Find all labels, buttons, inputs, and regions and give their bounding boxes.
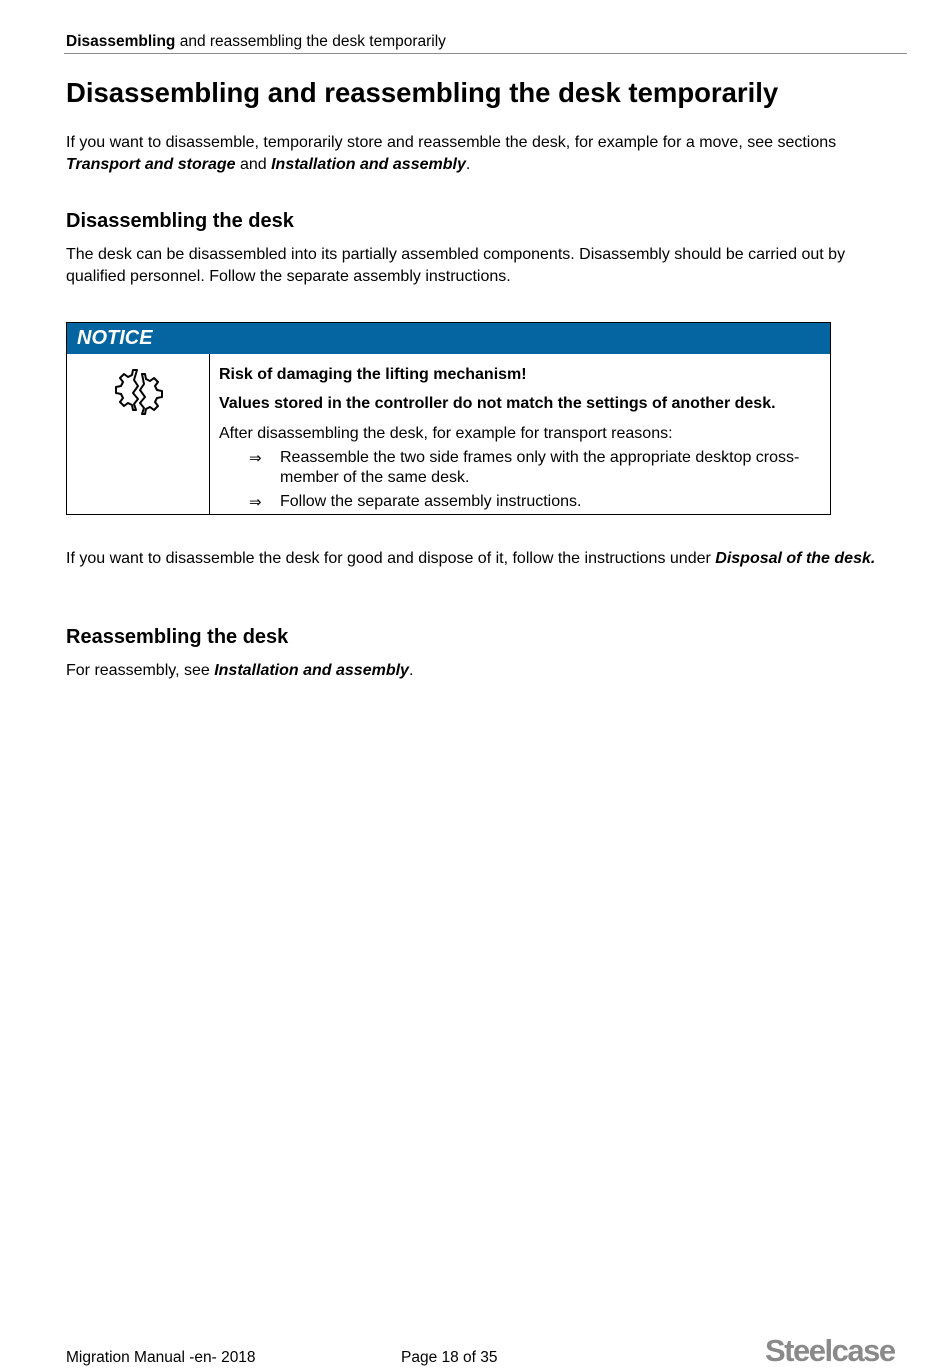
intro-and: and <box>235 156 272 173</box>
notice-values-warning: Values stored in the controller do not match the settings of another desk. <box>219 395 776 412</box>
intro-text: If you want to disassemble, temporarily store and reassemble the desk, for example for a move, see sections <box>66 134 837 151</box>
dispose-paragraph <box>66 548 896 570</box>
intro-period: . <box>465 156 471 173</box>
step-arrow-icon: ⇒ <box>249 450 262 467</box>
disposal-link[interactable]: Disposal of the desk. <box>715 550 876 567</box>
step-arrow-icon: ⇒ <box>249 494 262 511</box>
dispose-text: If you want to disassemble the desk for good and dispose of it, follow the instructions under <box>66 550 716 567</box>
section-heading-disassembling: Disassembling the desk <box>66 210 294 232</box>
running-header-bold: Disassembling <box>66 33 176 50</box>
notice-after-text: After disassembling the desk, for example for transport reasons: <box>219 425 673 442</box>
reassembly-period: . <box>408 662 414 679</box>
disassembling-paragraph: The desk can be disassembled into its partially assembled components. Disassembly should be carried out by qualified personnel. Follow the separate assembly instructions. <box>66 246 846 285</box>
running-header <box>66 32 446 52</box>
intro-paragraph <box>66 132 896 176</box>
notice-icon-cell <box>67 354 210 514</box>
notice-box <box>66 322 831 515</box>
notice-risk: Risk of damaging the lifting mechanism! <box>219 366 527 383</box>
notice-body <box>219 354 820 514</box>
steelcase-logo: Steelcase <box>765 1333 895 1368</box>
transport-storage-link[interactable]: Transport and storage <box>66 156 236 173</box>
installation-assembly-link-2[interactable]: Installation and assembly <box>214 662 409 679</box>
header-divider <box>64 53 907 54</box>
notice-step-1: Reassemble the two side frames only with the appropriate desktop cross-member of the same desk. <box>280 449 800 486</box>
section-heading-reassembling: Reassembling the desk <box>66 626 289 648</box>
page-title: Disassembling and reassembling the desk temporarily <box>66 77 779 108</box>
footer-manual: Migration Manual -en- 2018 <box>66 1349 256 1366</box>
notice-label: NOTICE <box>67 323 830 354</box>
installation-assembly-link[interactable]: Installation and assembly <box>271 156 466 173</box>
reassembly-text: For reassembly, see <box>66 662 215 679</box>
broken-gear-icon <box>113 366 165 423</box>
running-header-rest: and reassembling the desk temporarily <box>175 33 446 50</box>
reassembling-paragraph <box>66 660 896 682</box>
footer-page-number: Page 18 of 35 <box>401 1349 498 1366</box>
notice-step-2: Follow the separate assembly instructions. <box>280 493 582 510</box>
